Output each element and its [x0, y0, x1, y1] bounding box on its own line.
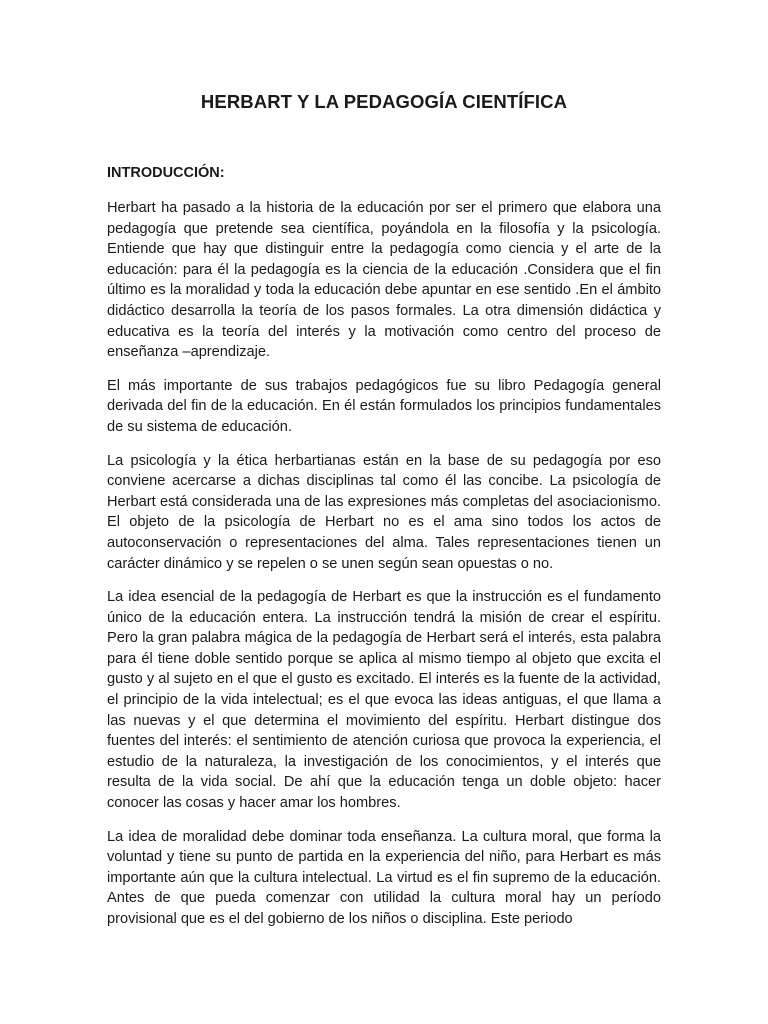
paragraph-5: La idea de moralidad debe dominar toda enseñanza. La cultura moral, que forma la voluntad y tiene su punto de partida en la experiencia del niño, para Herbart es más importante aún que la cultura intelectual. La virtud es el fin supremo de la educación. Antes de que pueda comenzar con utilidad la cultura moral hay un período provisional que es el del gobierno de los niños o disciplina. Este periodo: [107, 828, 661, 927]
paragraph-4: La idea esencial de la pedagogía de Herbart es que la instrucción es el fundamento único de la educación entera. La instrucción tendrá la misión de crear el espíritu. Pero la gran palabra mágica de la pedagogía de Herbart será el interés, esta palabra para él tiene doble sentido porque se aplica al mismo tiempo al objeto que excita el gusto y al sujeto en el que el gusto es excitado. El interés es la fuente de la actividad, el principio de la vida intelectual; es el que evoca las ideas antiguas, el que llama a las nuevas y el que determina el movimiento del espíritu. Herbart distingue dos fuentes del interés: el sentimiento de atención curiosa que provoca la experiencia, el estudio de la naturaleza, la investigación de los conocimientos, y el interés que resulta de la vida social. De ahí que la educación tenga un doble objeto: hacer conocer las cosas y hacer amar los hombres.: [107, 589, 661, 812]
paragraph-3: La psicología y la ética herbartianas están en la base de su pedagogía por eso conviene acercarse a dichas disciplinas tal como él las concibe. La psicología de Herbart está considerada una de las expresiones más completas del asociacionismo. El objeto de la psicología de Herbart no es el ama sino todos los actos de autoconservación o representaciones del alma. Tales representaciones tienen un carácter dinámico y se repelen o se unen según sean opuestas o no.: [107, 452, 661, 572]
document-body: [107, 198, 661, 943]
paragraph-1: Herbart ha pasado a la historia de la educación por ser el primero que elabora una pedagogía que pretende sea científica, poyándola en la filosofía y la psicología. Entiende que hay que distinguir entre la pedagogía como ciencia y el arte de la educación: para él la pedagogía es la ciencia de la educación .Considera que el fin último es la moralidad y toda la educación debe apuntar en ese sentido .En el ámbito didáctico desarrolla la teoría de los pasos formales. La otra dimensión didáctica y educativa es la teoría del interés y la motivación como centro del proceso de enseñanza –aprendizaje.: [107, 200, 661, 361]
document-title: HERBART Y LA PEDAGOGÍA CIENTÍFICA: [200, 91, 568, 112]
section-heading: INTRODUCCIÓN:: [107, 165, 225, 181]
paragraph-2: El más importante de sus trabajos pedagógicos fue su libro Pedagogía general derivada del fin de la educación. En él están formulados los principios fundamentales de su sistema de educación.: [107, 377, 661, 435]
